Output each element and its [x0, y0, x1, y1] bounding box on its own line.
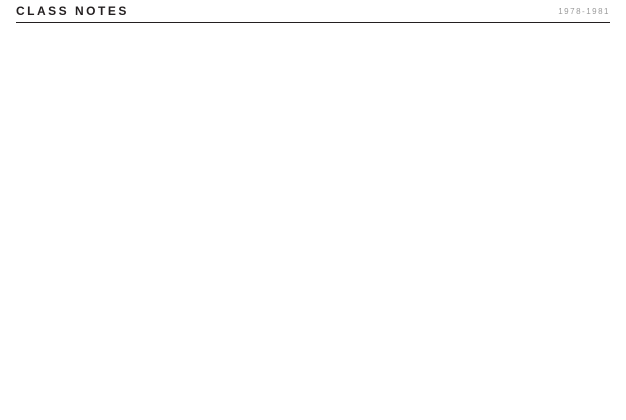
text-column-2 — [167, 26, 307, 404]
page-footer — [16, 406, 610, 417]
section-title: CLASS NOTES — [16, 4, 129, 18]
text-column-3 — [319, 26, 459, 404]
text-columns — [16, 26, 610, 404]
text-column-1 — [16, 26, 156, 404]
text-column-4 — [470, 26, 610, 404]
page-header — [16, 0, 610, 23]
class-year-range: 1978-1981 — [558, 6, 610, 16]
